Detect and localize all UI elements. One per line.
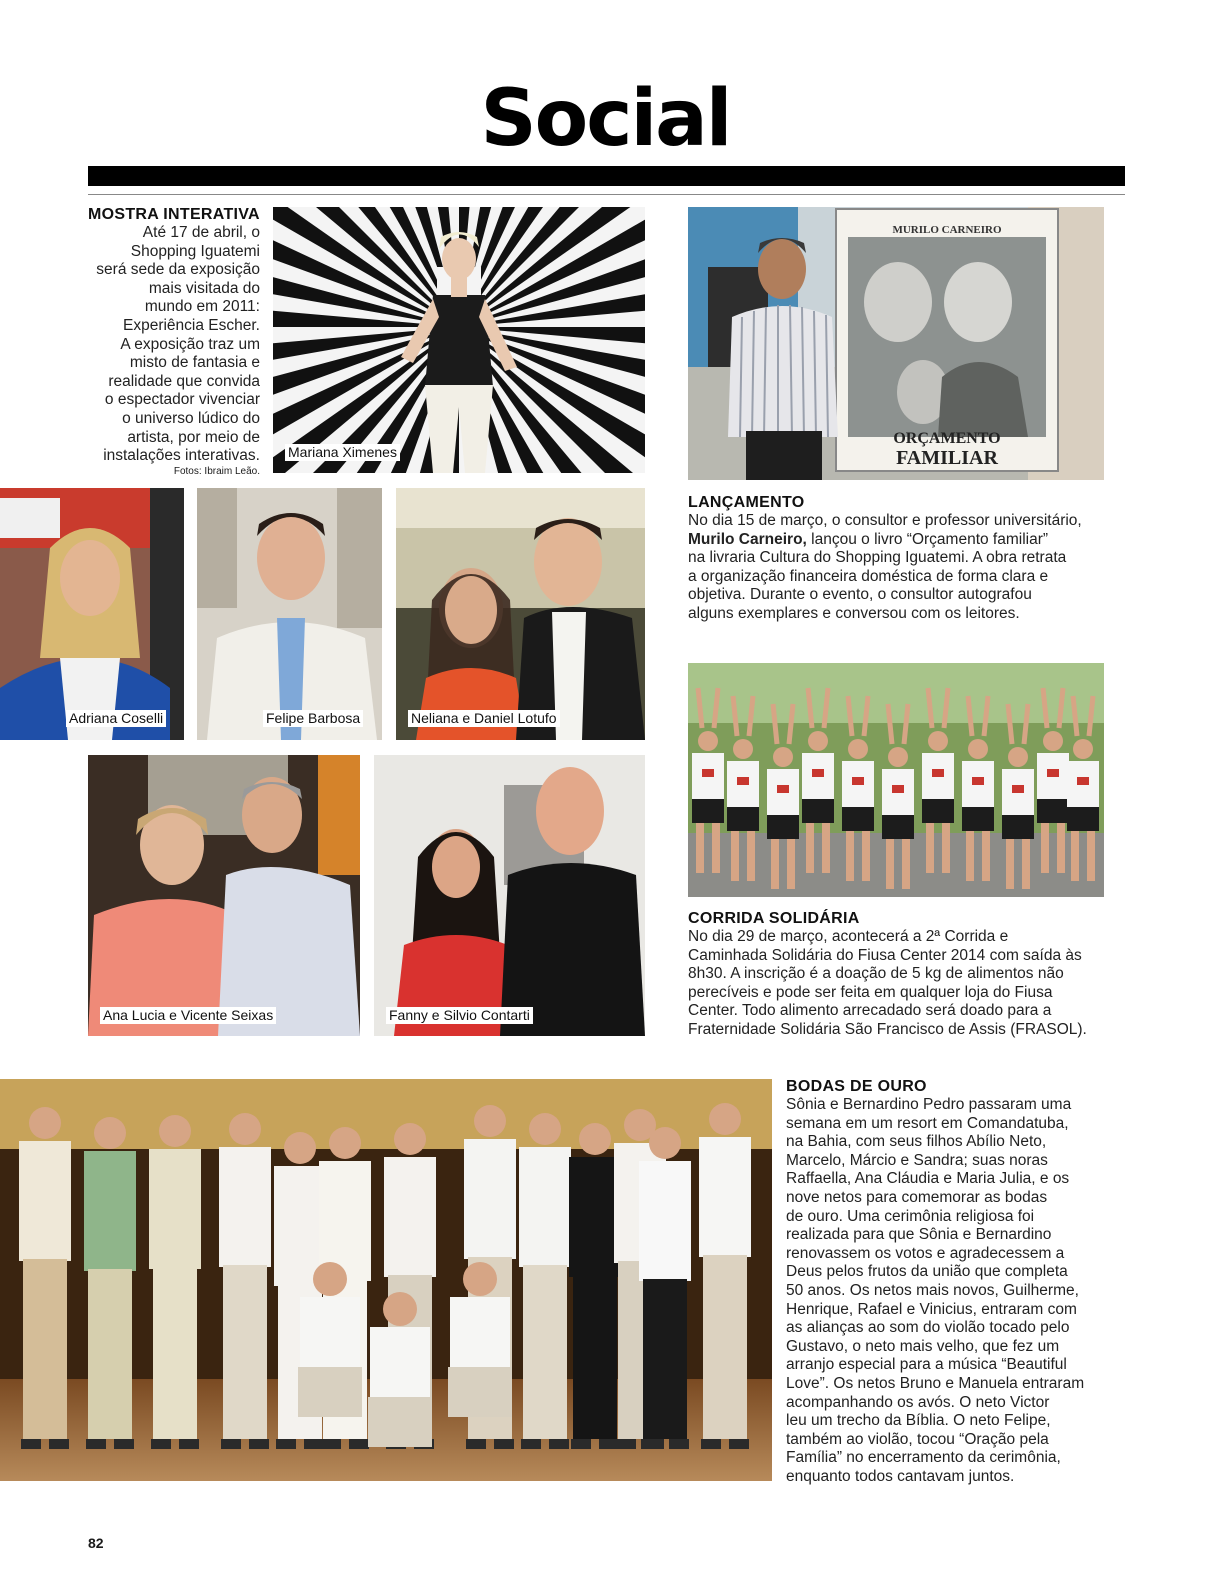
lancamento-line: na livraria Cultura do Shopping Iguatemi. A obra retrata (688, 549, 1067, 567)
photo-neliana (396, 488, 645, 740)
corrida-body (688, 928, 1128, 1040)
bodas-article (786, 1078, 1116, 1486)
photo-felipe (197, 488, 382, 740)
bodas-line: enquanto todos cantavam juntos. (786, 1467, 1015, 1485)
corrida-line: No dia 29 de março, acontecerá a 2ª Corrida e (688, 928, 1009, 945)
photo-ana (88, 755, 360, 1036)
photo-bodas (0, 1079, 772, 1481)
caption-ana: Ana Lucia e Vicente Seixas (100, 1007, 276, 1024)
bodas-line: 50 anos. Os netos mais novos, Guilherme, (786, 1281, 1079, 1299)
bodas-line: Henrique, Rafael e Vinicius, entraram com (786, 1300, 1077, 1318)
bodas-line: Gustavo, o neto mais velho, que fez um (786, 1337, 1060, 1355)
mostra-line: misto de fantasia e (129, 354, 260, 372)
mostra-line: Até 17 de abril, o (142, 224, 260, 241)
bodas-line: também ao violão, tocou “Oração pela (786, 1430, 1049, 1448)
mostra-line: A exposição traz um (120, 335, 260, 353)
family-member (519, 1113, 571, 1449)
lancamento-line: alguns exemplares e conversou com os leitores. (688, 604, 1020, 622)
bodas-line: as alianças ao som do violão tocado pelo (786, 1319, 1070, 1337)
mostra-line: será sede da exposição (96, 261, 260, 279)
bodas-line: Love”. Os netos Bruno e Manuela entraram (786, 1374, 1085, 1392)
mostra-body (88, 224, 260, 466)
bodas-line: de ouro. Uma cerimônia religiosa foi (786, 1207, 1035, 1225)
bodas-line: Família” no encerramento da cerimônia, (786, 1449, 1061, 1467)
mostra-line: realidade que convida (108, 372, 260, 390)
family-member (149, 1115, 201, 1449)
family-member (219, 1113, 271, 1449)
bodas-line: acompanhando os avós. O neto Victor (786, 1393, 1050, 1411)
corrida-line: Caminhada Solidária do Fiusa Center 2014 com saída às (688, 946, 1082, 964)
family-member (699, 1103, 751, 1449)
photo-adriana (0, 488, 184, 740)
lancamento-line: a organização financeira doméstica de forma clara e (688, 567, 1049, 585)
book-author-banner: MURILO CARNEIRO (892, 224, 1002, 236)
bodas-line: na Bahia, com seus filhos Abílio Neto, (786, 1133, 1047, 1151)
corrida-line: perecíveis e pode ser feita em qualquer loja do Fiusa (688, 983, 1053, 1001)
bodas-line: Deus pelos frutos da união que completa (786, 1263, 1068, 1281)
title-bar (88, 166, 1125, 186)
bodas-line: realizada para que Sônia e Bernardino (786, 1226, 1052, 1244)
photo-fanny (374, 755, 645, 1036)
corrida-line: 8h30. A inscrição é a doação de 5 kg de alimentos não (688, 965, 1064, 983)
family-member (639, 1127, 691, 1449)
bodas-line: renovassem os votos e agradecessem a (786, 1244, 1065, 1262)
family-member (84, 1117, 136, 1449)
mostra-line: instalações interativas. (103, 447, 260, 465)
lancamento-line: objetiva. Durante o evento, o consultor autografou (688, 586, 1032, 604)
lancamento-line-1: No dia 15 de março, o consultor e professor universitário, (688, 512, 1082, 529)
caption-fanny: Fanny e Silvio Contarti (386, 1007, 533, 1024)
page-number: 82 (88, 1535, 104, 1551)
family-member (569, 1123, 621, 1449)
photo-murilo (688, 207, 1104, 480)
book-title-line1: ORÇAMENTO (893, 430, 1001, 447)
lancamento-body (688, 549, 1128, 623)
mostra-heading: MOSTRA INTERATIVA (88, 206, 260, 223)
page-title: Social (480, 74, 731, 164)
lancamento-line-2 (688, 531, 1128, 550)
mostra-line: Experiência Escher. (123, 316, 260, 334)
mostra-line: artista, por meio de (127, 428, 260, 446)
photo-mariana (273, 207, 645, 473)
bodas-line: semana em um resort em Comandatuba, (786, 1114, 1069, 1132)
caption-felipe: Felipe Barbosa (263, 710, 363, 727)
caption-adriana: Adriana Coselli (66, 710, 166, 727)
bodas-body (786, 1096, 1116, 1486)
bodas-line: Marcelo, Márcio e Sandra; suas noras (786, 1151, 1048, 1169)
mostra-line: Shopping Iguatemi (130, 242, 260, 260)
photo-credit: Fotos: Ibraim Leão. (173, 465, 260, 477)
corrida-article (688, 910, 1128, 1040)
bodas-line: nove netos para comemorar as bodas (786, 1188, 1048, 1206)
bodas-line: Sônia e Bernardino Pedro passaram uma (786, 1096, 1072, 1113)
corrida-line: Fraternidade Solidária São Francisco de Assis (FRASOL). (688, 1020, 1087, 1038)
title-rule (88, 194, 1125, 195)
bodas-line: Raffaella, Ana Cláudia e Maria Julia, e os (786, 1170, 1070, 1188)
corrida-heading: CORRIDA SOLIDÁRIA (688, 910, 860, 927)
caption-neliana: Neliana e Daniel Lotufo (408, 710, 560, 727)
family-member (19, 1107, 71, 1449)
bodas-line: leu um trecho da Bíblia. O neto Felipe, (786, 1412, 1051, 1430)
bodas-line: arranjo especial para a música “Beautiful (786, 1356, 1067, 1374)
caption-mariana: Mariana Ximenes (285, 444, 400, 461)
lancamento-article (688, 494, 1128, 624)
mostra-line: o espectador vivenciar (104, 391, 260, 409)
author-name: Murilo Carneiro, (688, 530, 807, 548)
bodas-heading: BODAS DE OURO (786, 1078, 927, 1095)
op-art-wall (273, 207, 645, 473)
mostra-line: mais visitada do (148, 279, 260, 297)
corrida-line: Center. Todo alimento arrecadado será doado para a (688, 1002, 1052, 1020)
lancamento-line-2-rest: lançou o livro “Orçamento familiar” (806, 530, 1049, 548)
photo-corrida (688, 663, 1104, 897)
mostra-line: mundo em 2011: (144, 298, 260, 316)
mostra-line: o universo lúdico do (122, 409, 260, 427)
book-title-line2: FAMILIAR (896, 447, 998, 469)
mostra-article (88, 206, 260, 478)
lancamento-heading: LANÇAMENTO (688, 494, 805, 511)
